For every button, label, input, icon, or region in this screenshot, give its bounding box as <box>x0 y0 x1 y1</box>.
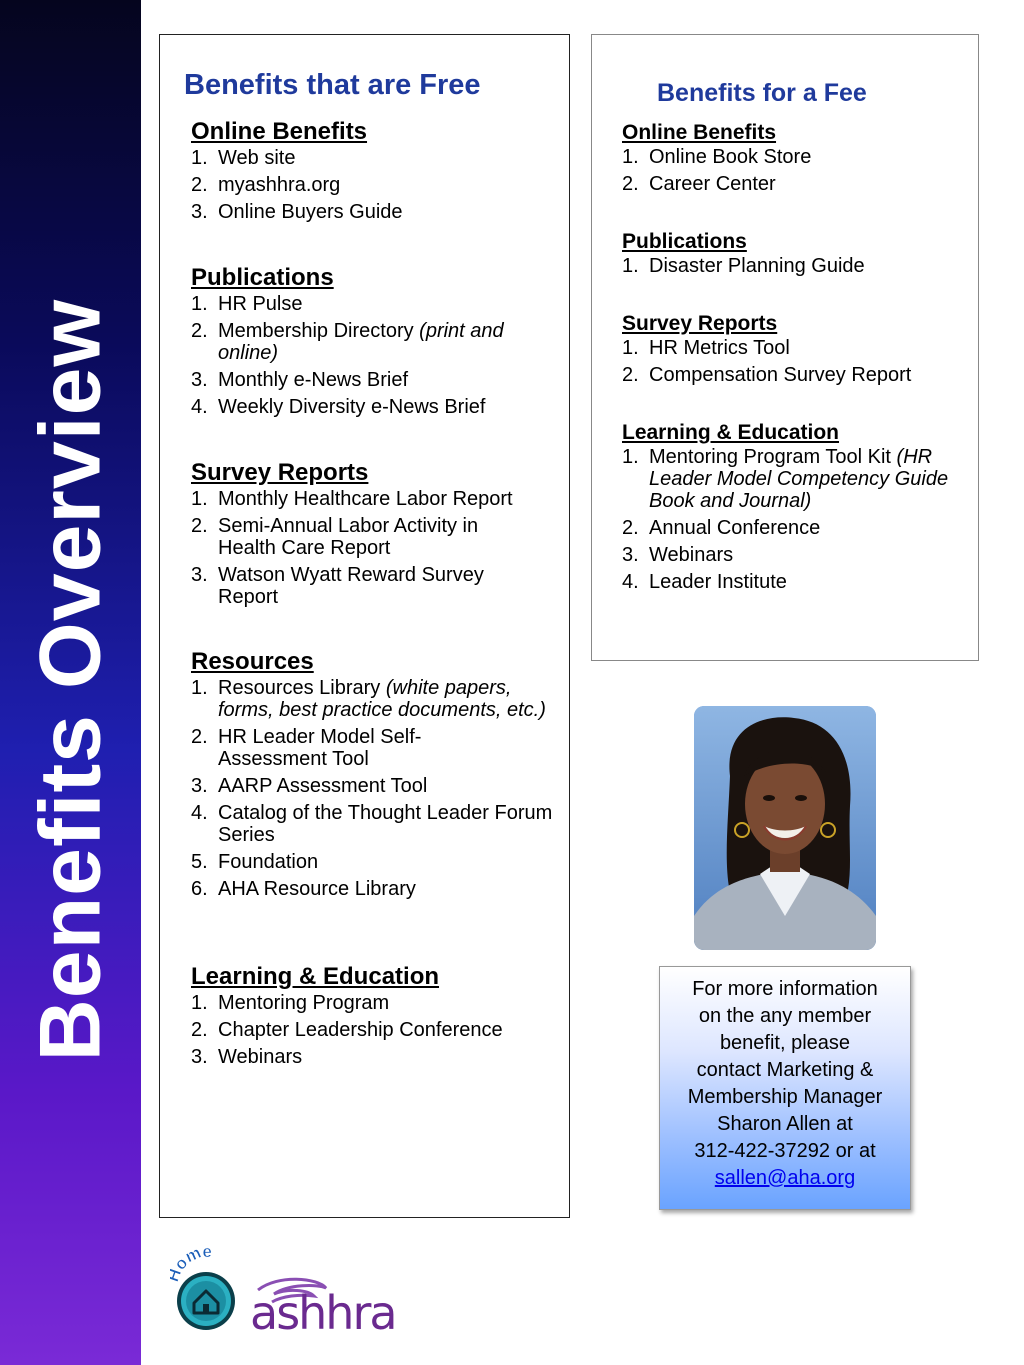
sidebar-title: Benefits Overview <box>22 298 119 1062</box>
fee-benefits-title: Benefits for a Fee <box>657 79 867 107</box>
list-item: 4. Weekly Diversity e-News Brief <box>191 396 486 418</box>
ashhra-logo <box>248 1276 396 1340</box>
fee-section-publications <box>622 228 972 282</box>
section-heading: Resources <box>191 648 314 675</box>
free-section-online <box>191 117 561 228</box>
fee-section-learning <box>622 419 972 598</box>
fee-section-survey <box>622 310 972 391</box>
list-item: 2. Semi-Annual Labor Activity in Health Care Report <box>191 515 479 559</box>
section-heading: Publications <box>622 230 747 253</box>
contact-photo <box>694 706 876 950</box>
section-heading: Learning & Education <box>191 963 440 990</box>
contact-line: on the any member <box>698 1005 872 1027</box>
list-item: 2. Compensation Survey Report <box>622 364 912 386</box>
fee-section-online <box>622 119 972 200</box>
house-icon <box>170 1247 242 1333</box>
contact-line: 312-422-37292 or at <box>694 1140 876 1162</box>
list-item: 3. Monthly e-News Brief <box>191 369 409 391</box>
home-button[interactable] <box>170 1247 242 1333</box>
list-item: 1. Disaster Planning Guide <box>622 255 865 277</box>
section-heading: Learning & Education <box>622 421 840 444</box>
free-benefits-panel <box>159 34 570 1218</box>
list-item: 2. Membership Directory (print and online) <box>191 320 504 364</box>
section-heading: Survey Reports <box>622 312 778 335</box>
list-item: 5. Foundation <box>191 851 319 873</box>
sidebar <box>0 0 141 1365</box>
list-item: 3. Online Buyers Guide <box>191 201 403 223</box>
list-item: 1. HR Pulse <box>191 293 303 315</box>
free-section-learning <box>191 962 561 1073</box>
contact-line: For more information <box>692 978 878 1000</box>
list-item: 2. myashhra.org <box>191 174 341 196</box>
fee-benefits-panel <box>591 34 979 661</box>
list-item: 1. Mentoring Program <box>191 992 390 1014</box>
list-item: 2. HR Leader Model Self-Assessment Tool <box>191 726 422 770</box>
list-item: 3. Webinars <box>622 544 734 566</box>
list-item: 2. Career Center <box>622 173 776 195</box>
list-item: 4. Catalog of the Thought Leader Forum Series <box>191 802 553 846</box>
home-badge-label: ome <box>170 1247 213 1274</box>
contact-line: contact Marketing & <box>696 1059 874 1081</box>
section-heading: Survey Reports <box>191 459 369 486</box>
section-heading: Online Benefits <box>622 121 777 144</box>
list-item: 4. Leader Institute <box>622 571 787 593</box>
section-heading: Publications <box>191 264 334 291</box>
contact-line: Membership Manager <box>687 1086 883 1108</box>
list-item: 6. AHA Resource Library <box>191 878 416 900</box>
list-item: 1. Web site <box>191 147 296 169</box>
section-heading: Online Benefits <box>191 118 368 145</box>
free-section-survey <box>191 458 561 613</box>
list-item: 2. Annual Conference <box>622 517 821 539</box>
contact-info-box <box>659 966 911 1210</box>
list-item: 3. Webinars <box>191 1046 303 1068</box>
list-item: 1. Online Book Store <box>622 146 812 168</box>
list-item: 1. HR Metrics Tool <box>622 337 790 359</box>
list-item: 1. Resources Library (white papers, forms, best practice documents, etc.) <box>191 677 546 721</box>
contact-email-link[interactable]: sallen@aha.org <box>714 1167 856 1189</box>
list-item: 2. Chapter Leadership Conference <box>191 1019 503 1041</box>
contact-line: Sharon Allen at <box>717 1113 853 1135</box>
list-item: 1. Mentoring Program Tool Kit (HR Leader Model Competency Guide Book and Journal) <box>622 446 949 512</box>
list-item: 3. AARP Assessment Tool <box>191 775 428 797</box>
list-item: 1. Monthly Healthcare Labor Report <box>191 488 513 510</box>
portrait-illustration <box>694 706 876 950</box>
logo-text: ashhra <box>250 1286 396 1340</box>
free-section-resources <box>191 647 561 905</box>
list-item: 3. Watson Wyatt Reward Survey Report <box>191 564 484 608</box>
contact-line: benefit, please <box>719 1032 851 1054</box>
free-section-publications <box>191 263 561 423</box>
free-benefits-title: Benefits that are Free <box>184 69 481 101</box>
